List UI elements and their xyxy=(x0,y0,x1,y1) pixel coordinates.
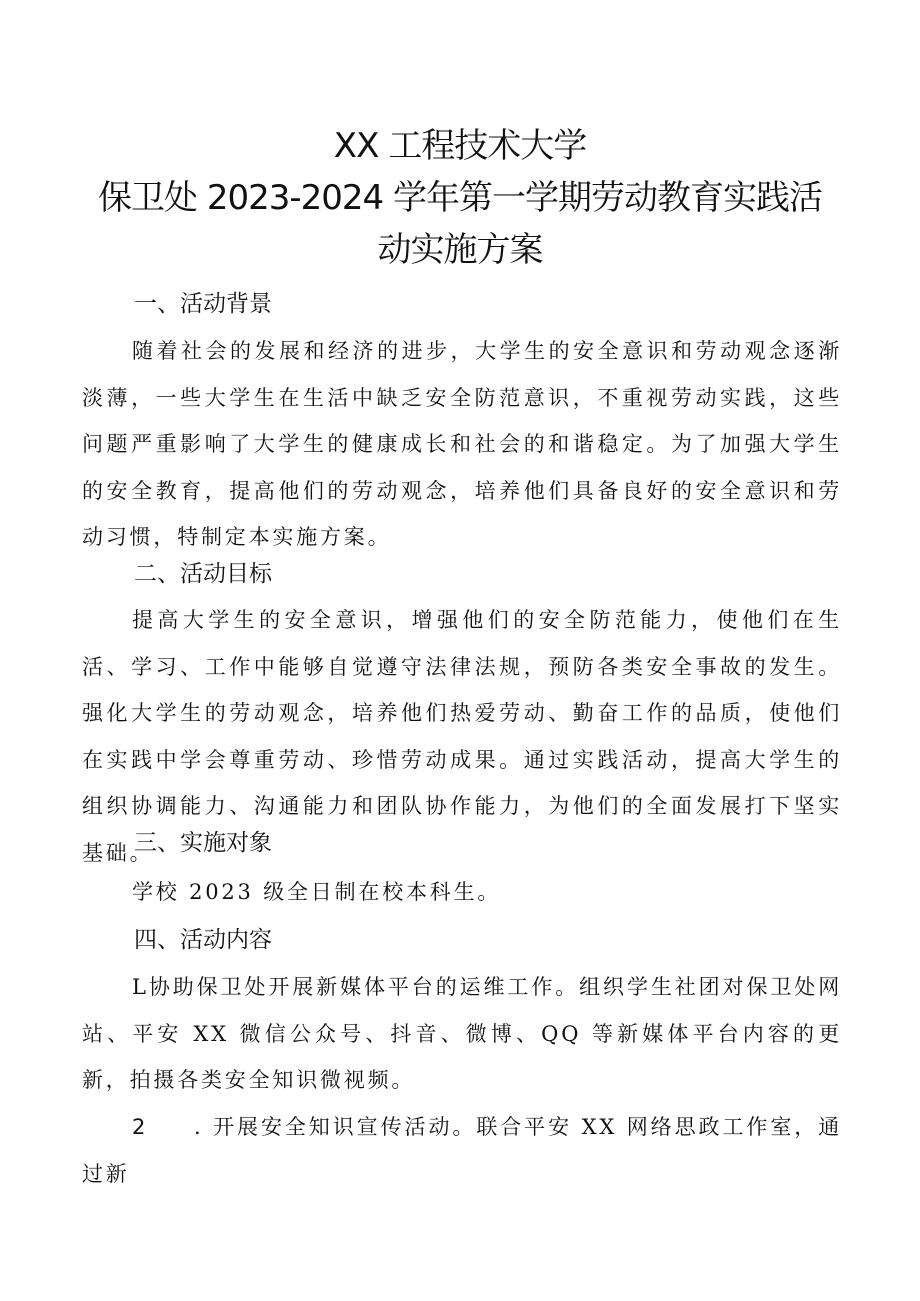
section-heading-content: 四、活动内容 xyxy=(134,927,272,953)
content-item-2 xyxy=(82,1104,842,1197)
section-heading-background: 一、活动背景 xyxy=(134,291,272,317)
content-item-1-number: L xyxy=(132,975,149,999)
section-paragraph-target: 学校 2023 级全日制在校本科生。 xyxy=(132,880,502,904)
section-heading-goals: 二、活动目标 xyxy=(134,561,272,587)
section-paragraph-background: 随着社会的发展和经济的进步，大学生的安全意识和劳动观念逐渐淡薄，一些大学生在生活中缺乏安全防范意识，不重视劳动实践，这些问题严重影响了大学生的健康成长和社会的和谐稳定。为了加强大学生的安全教育，提高他们的劳动观念，培养他们具备良好的安全意识和劳动习惯，特制定本实施方案。 xyxy=(82,339,842,549)
title-line-university: XX 工程技术大学 xyxy=(333,126,587,166)
section-paragraph-goals: 提高大学生的安全意识，增强他们的安全防范能力，使他们在生活、学习、工作中能够自觉遵守法律法规，预防各类安全事故的发生。强化大学生的劳动观念，培养他们热爱劳动、勤奋工作的品质，使他们在实践中学会尊重劳动、珍惜劳动成果。通过实践活动，提高大学生的组织协调能力、沟通能力和团队协作能力，为他们的全面发展打下坚实基础。 xyxy=(82,608,842,865)
content-item-2-text: . 开展安全知识宣传活动。联合平安 XX 网络思政工作室，通过新 xyxy=(82,1115,842,1186)
document-title xyxy=(0,120,920,276)
title-line-plan-part2: 动实施方案 xyxy=(377,230,543,270)
content-item-1-text: 协助保卫处开展新媒体平台的运维工作。组织学生社团对保卫处网站、平安 XX 微信公众号、抖音、微博、QQ 等新媒体平台内容的更新，拍摄各类安全知识微视频。 xyxy=(82,975,842,1092)
section-heading-target: 三、实施对象 xyxy=(134,830,272,856)
content-item-1 xyxy=(82,964,842,1104)
title-line-plan-part1: 保卫处 2023-2024 学年第一学期劳动教育实践活 xyxy=(98,178,822,218)
content-item-2-number: 2 xyxy=(132,1115,149,1139)
